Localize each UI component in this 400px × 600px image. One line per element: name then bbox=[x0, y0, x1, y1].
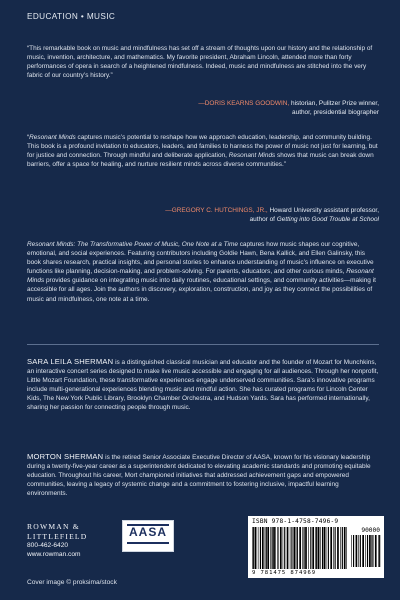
barcode-bar bbox=[297, 527, 298, 569]
barcode-bar bbox=[326, 527, 327, 569]
quote-2-title-2: Resonant Minds bbox=[228, 152, 276, 160]
barcode-bar bbox=[320, 527, 321, 569]
bio-2-name: MORTON SHERMAN bbox=[27, 452, 104, 461]
publisher-phone: 800-462-6420 bbox=[27, 542, 69, 549]
author-bio-1 bbox=[27, 357, 379, 413]
description-text-b: provides guidance on integrating music into daily routines, educational settings, and community activities—making it accessible for all ages. Join the authors in discovery, exploration, construction, and joy as they connect the possibilities of music and mindfulness, one note at a time. bbox=[27, 277, 376, 303]
barcode-bar bbox=[362, 535, 364, 567]
barcode-bar bbox=[360, 535, 361, 567]
bio-2-text: is the retired Senior Associate Executive Director of AASA, known for his visionary leadership during a twenty-five-year career as a superintendent dedicated to elevating academic standards and promoting equitable education. Throughout his career, Mort championed initiatives that addressed achievement gaps and empowered communities, leaving a legacy of systemic change and a commitment to fostering inclusive, impactful learning environments. bbox=[27, 454, 371, 498]
barcode-bar bbox=[365, 535, 366, 567]
author-bio-2 bbox=[27, 452, 379, 498]
barcode-bar bbox=[255, 527, 257, 569]
barcode-bar bbox=[344, 527, 346, 569]
barcode-digits: 9 781475 874969 bbox=[252, 570, 317, 576]
endorsement-quote-1 bbox=[27, 44, 379, 80]
barcode-bar bbox=[293, 527, 295, 569]
publisher-name-line-2: LITTLEFIELD bbox=[27, 531, 88, 541]
barcode-bar bbox=[335, 527, 336, 569]
barcode-bar bbox=[315, 527, 316, 569]
barcode-bars bbox=[252, 527, 348, 569]
barcode-bar bbox=[324, 527, 326, 569]
barcode-bar bbox=[280, 527, 282, 569]
quote-2-author-desc: Howard University assistant professor, bbox=[269, 207, 379, 214]
description-title: Resonant Minds: The Transformative Power of Music, One Note at a Time bbox=[27, 241, 238, 248]
category-label: EDUCATION • MUSIC bbox=[27, 12, 116, 21]
barcode-bar bbox=[272, 527, 273, 569]
barcode-bar bbox=[284, 527, 285, 569]
barcode-bar bbox=[258, 527, 259, 569]
barcode-bar bbox=[305, 527, 307, 569]
barcode-bar bbox=[267, 527, 269, 569]
barcode-bar bbox=[318, 527, 320, 569]
quote-2-author: —GREGORY C. HUTCHINGS, JR., bbox=[165, 207, 268, 214]
barcode-bar bbox=[270, 527, 271, 569]
isbn-barcode bbox=[248, 516, 384, 578]
barcode-bar bbox=[371, 535, 372, 567]
quote-1-author-desc: historian, Pulitzer Prize winner, bbox=[290, 100, 379, 107]
quote-2-book-title: Getting into Good Trouble at School bbox=[276, 216, 379, 224]
quote-2-text-b: captures music’s potential to reshape how we approach education, leadership, and community building. This book is a profound invitation to educators, leaders, and families to harness the power of music not just for learning, but for justice and connection. Through mindful and deliberate application, bbox=[27, 134, 378, 160]
barcode-bar bbox=[351, 535, 352, 567]
bio-1-name: SARA LEILA SHERMAN bbox=[27, 357, 114, 366]
quote-2-author-desc-2 bbox=[27, 215, 379, 224]
barcode-bar bbox=[283, 527, 284, 569]
bio-1-text: is a distinguished classical musician and educator and the founder of Mozart for Munchkins, an interactive concert series designed to make live music accessible and engaging for all audiences. Through her nonprofit, Little Mozart Foundation, these transformative experiences engage underserved communities. Sara’s innovative programs include multi-generational experiences blending music and mindful action. She has curated programs for Lincoln Center Kids, The New York Public Library, Brooklyn Chamber Orchestra, and Hudson Yards. Sara has performed internationally, sharing her passion for connecting people through music. bbox=[27, 359, 379, 412]
barcode-bar bbox=[252, 527, 253, 569]
barcode-bar bbox=[260, 527, 261, 569]
publisher-logo bbox=[27, 522, 87, 559]
quote-2-title: Resonant Minds bbox=[29, 134, 76, 141]
barcode-bar bbox=[253, 527, 254, 569]
barcode-bar bbox=[302, 527, 303, 569]
section-divider bbox=[27, 344, 379, 345]
barcode-bar bbox=[266, 527, 267, 569]
publisher-name-line-1: ROWMAN & bbox=[27, 522, 80, 531]
barcode-bar bbox=[273, 527, 275, 569]
barcode-bar bbox=[265, 527, 266, 569]
quote-2-attribution bbox=[27, 206, 379, 224]
barcode-bar bbox=[356, 535, 358, 567]
barcode-bar bbox=[333, 527, 334, 569]
barcode-bar bbox=[340, 527, 341, 569]
quote-1-text: “This remarkable book on music and mindfulness has set off a stream of thoughts upon our history and the relationship of music, invention, architecture, and mathematics. My favorite president, Abraham Lincoln, attended more than forty performances of opera in search of a heightened mindfulness. Indeed, music and mindfulness are stitched into the very fabric of our country’s history.” bbox=[27, 45, 373, 80]
description-short-title: Resonant Minds bbox=[27, 268, 374, 285]
barcode-bar bbox=[337, 527, 339, 569]
barcode-bar bbox=[378, 535, 379, 567]
barcode-bar bbox=[322, 527, 323, 569]
description-text-a: captures how music shapes our cognitive, emotional, and social experiences. Featuring contributors including Goldie Hawn, Bena Kallick, and Ellen Galinsky, this book shares research, practical insights, and personal stories to enhance understanding of music’s influence on executive functions like planning, decision-making, and problem-solving. For parents, educators, and other curious minds, bbox=[27, 241, 374, 276]
aasa-logo-stripe-bottom bbox=[127, 542, 169, 544]
quote-1-attribution bbox=[27, 99, 379, 117]
publisher-website: www.rowman.com bbox=[27, 551, 81, 558]
barcode-bar bbox=[308, 527, 309, 569]
barcode-bar bbox=[342, 527, 343, 569]
aasa-logo bbox=[122, 520, 174, 552]
barcode-bar bbox=[290, 527, 291, 569]
aasa-logo-text: AASA bbox=[128, 525, 167, 539]
endorsement-quote-2 bbox=[27, 133, 379, 169]
isbn-number: ISBN 978-1-4758-7496-9 bbox=[252, 518, 339, 525]
barcode-bar bbox=[375, 535, 377, 567]
barcode-bar bbox=[287, 527, 289, 569]
quote-2-text-c: shows that music can break down barriers, offer a space for healing, and nurture resilient minds across diverse communities.” bbox=[27, 152, 374, 169]
barcode-bar bbox=[353, 535, 354, 567]
barcode-bar bbox=[372, 535, 373, 567]
barcode-bar bbox=[358, 535, 359, 567]
barcode-bar bbox=[367, 535, 368, 567]
barcode-bar bbox=[328, 527, 329, 569]
barcode-bar bbox=[277, 527, 278, 569]
barcode-bar bbox=[316, 527, 317, 569]
barcode-bar bbox=[379, 535, 380, 567]
barcode-bar bbox=[296, 527, 297, 569]
price-code: 90000 bbox=[361, 527, 380, 534]
quote-1-author-desc-2: author, presidential biographer bbox=[292, 109, 379, 117]
quote-2-author-desc-prefix: author of bbox=[249, 216, 277, 224]
cover-image-credit: Cover image © proksima/stock bbox=[27, 579, 117, 586]
barcode-addon-bars bbox=[351, 535, 381, 567]
barcode-bar bbox=[275, 527, 276, 569]
barcode-bar bbox=[312, 527, 314, 569]
barcode-bar bbox=[291, 527, 292, 569]
barcode-bar bbox=[346, 527, 347, 569]
barcode-bar bbox=[299, 527, 301, 569]
quote-2-open: “ bbox=[27, 134, 30, 141]
barcode-bar bbox=[330, 527, 332, 569]
barcode-bar bbox=[262, 527, 264, 569]
barcode-bar bbox=[310, 527, 311, 569]
barcode-bar bbox=[369, 535, 371, 567]
quote-1-author: —DORIS KEARNS GOODWIN, bbox=[198, 100, 290, 107]
barcode-bar bbox=[304, 527, 305, 569]
book-description bbox=[27, 240, 379, 304]
